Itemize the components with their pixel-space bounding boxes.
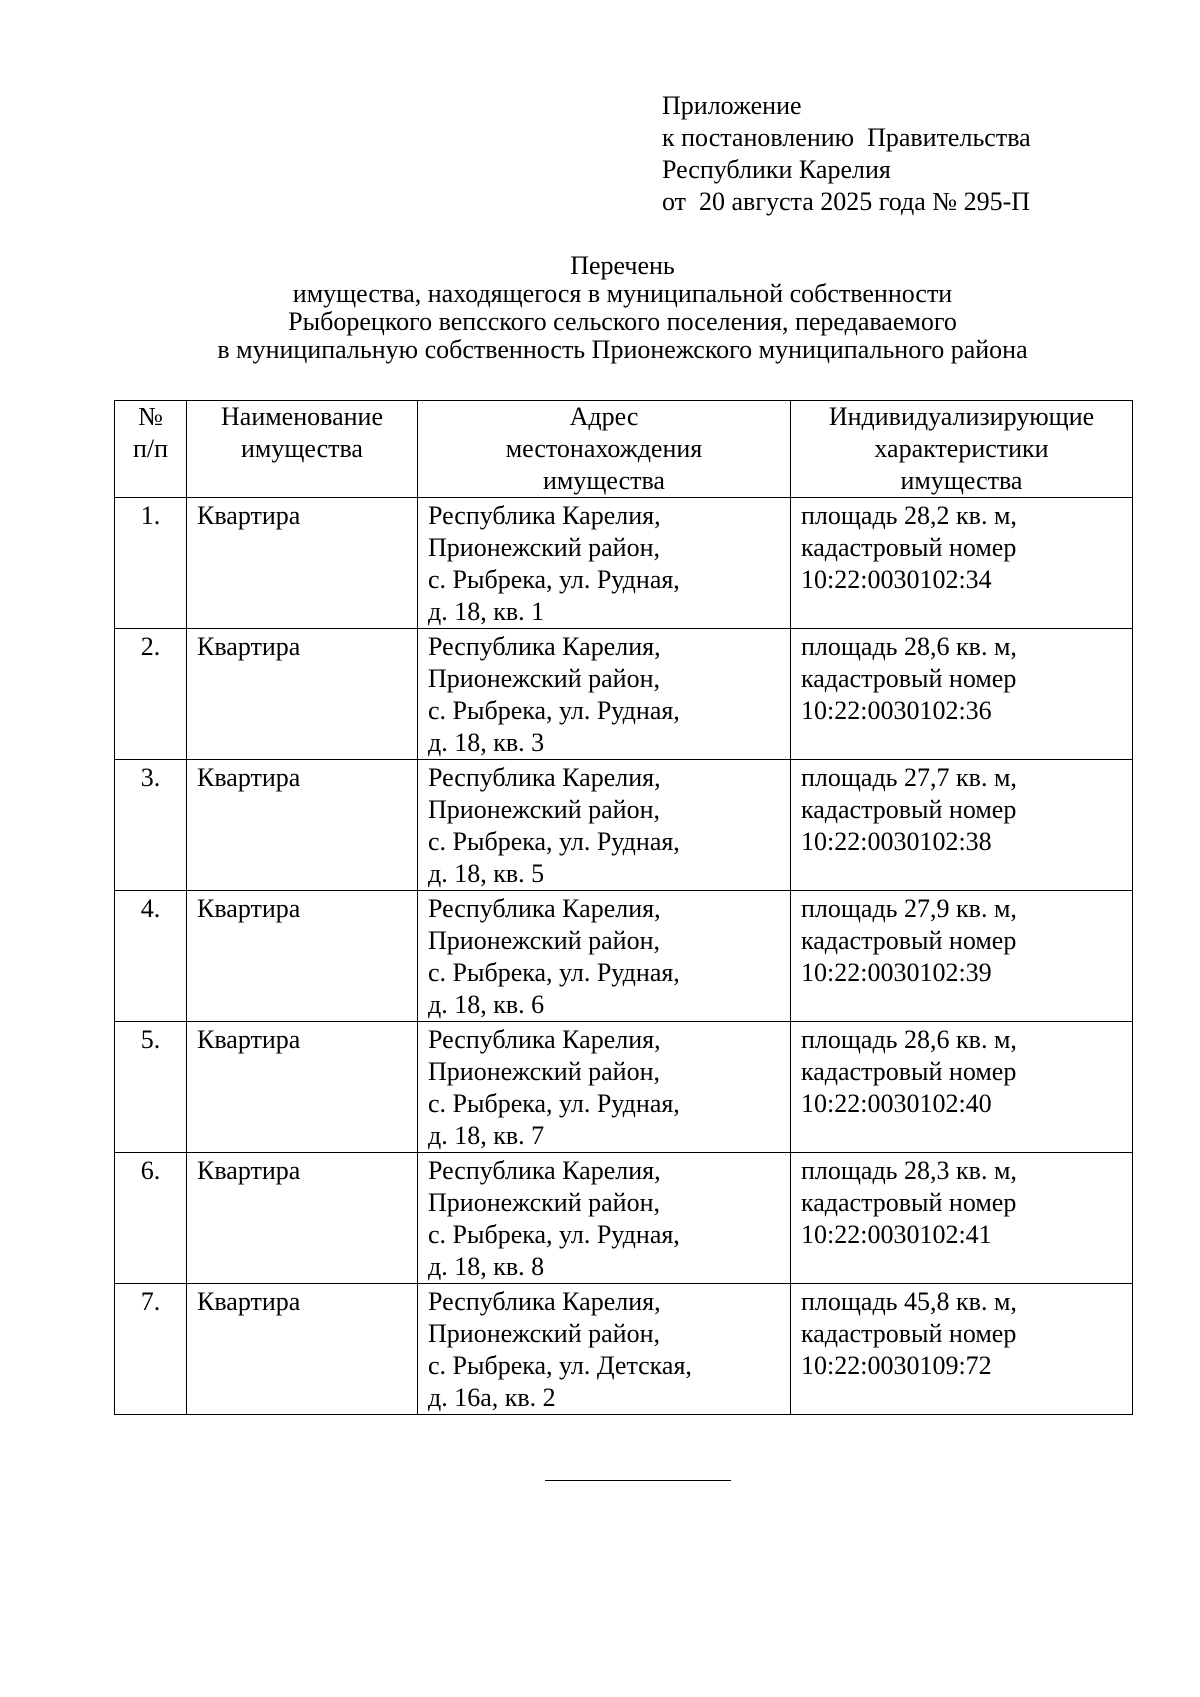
address-line: д. 18, кв. 3 — [428, 728, 545, 757]
table-body — [115, 498, 1133, 1415]
cell-address — [418, 1153, 791, 1284]
characteristics-line: кадастровый номер — [801, 664, 1017, 693]
address-line: Республика Карелия, — [428, 1025, 661, 1054]
cell-name: Квартира — [187, 1153, 418, 1284]
address-line: Прионежский район, — [428, 664, 661, 693]
cell-address — [418, 498, 791, 629]
characteristics-line: площадь 28,2 кв. м, — [801, 501, 1017, 530]
appendix-line: от 20 августа 2025 года № 295-П — [662, 187, 1031, 216]
table-header-row — [115, 401, 1133, 498]
characteristics-line: площадь 27,9 кв. м, — [801, 894, 1017, 923]
cell-address — [418, 760, 791, 891]
title-line: имущества, находящегося в муниципальной собственности — [292, 279, 953, 308]
address-line: Республика Карелия, — [428, 501, 661, 530]
closing-rule — [545, 1480, 731, 1481]
address-line: Прионежский район, — [428, 795, 661, 824]
appendix-line: Приложение — [662, 91, 802, 120]
address-line: д. 18, кв. 8 — [428, 1252, 545, 1281]
address-line: Прионежский район, — [428, 533, 661, 562]
address-line: д. 18, кв. 6 — [428, 990, 545, 1019]
cell-name: Квартира — [187, 1022, 418, 1153]
table-row — [115, 760, 1133, 891]
characteristics-line: площадь 28,6 кв. м, — [801, 1025, 1017, 1054]
appendix-line: Республики Карелия — [662, 155, 891, 184]
characteristics-line: 10:22:0030102:36 — [801, 696, 992, 725]
address-line: с. Рыбрека, ул. Рудная, — [428, 958, 680, 987]
cell-address — [418, 629, 791, 760]
cell-number: 4. — [115, 891, 187, 1022]
cell-name: Квартира — [187, 1284, 418, 1415]
table-row — [115, 629, 1133, 760]
characteristics-line: кадастровый номер — [801, 795, 1017, 824]
address-line: Республика Карелия, — [428, 894, 661, 923]
characteristics-line: кадастровый номер — [801, 1188, 1017, 1217]
appendix-block — [662, 90, 1182, 218]
cell-characteristics — [791, 1153, 1133, 1284]
address-line: с. Рыбрека, ул. Рудная, — [428, 1220, 680, 1249]
table-row — [115, 1284, 1133, 1415]
cell-number: 5. — [115, 1022, 187, 1153]
characteristics-line: 10:22:0030102:40 — [801, 1089, 992, 1118]
address-line: Прионежский район, — [428, 1319, 661, 1348]
cell-characteristics — [791, 891, 1133, 1022]
address-line: с. Рыбрека, ул. Рудная, — [428, 565, 680, 594]
address-line: Прионежский район, — [428, 1188, 661, 1217]
characteristics-line: кадастровый номер — [801, 1057, 1017, 1086]
document-title — [0, 252, 1200, 364]
cell-address — [418, 1284, 791, 1415]
cell-characteristics — [791, 498, 1133, 629]
address-line: Республика Карелия, — [428, 1287, 661, 1316]
address-line: д. 18, кв. 1 — [428, 597, 545, 626]
characteristics-line: 10:22:0030102:41 — [801, 1220, 992, 1249]
cell-number: 7. — [115, 1284, 187, 1415]
characteristics-line: площадь 28,6 кв. м, — [801, 632, 1017, 661]
header-address — [418, 401, 791, 498]
characteristics-line: площадь 45,8 кв. м, — [801, 1287, 1017, 1316]
property-table — [114, 400, 1133, 1415]
header-line: Наименование — [221, 402, 383, 431]
header-line: № — [138, 402, 163, 431]
address-line: с. Рыбрека, ул. Детская, — [428, 1351, 692, 1380]
cell-characteristics — [791, 1284, 1133, 1415]
header-line: имущества — [900, 466, 1023, 495]
characteristics-line: кадастровый номер — [801, 926, 1017, 955]
characteristics-line: 10:22:0030102:34 — [801, 565, 992, 594]
address-line: Республика Карелия, — [428, 632, 661, 661]
table-row — [115, 498, 1133, 629]
address-line: с. Рыбрека, ул. Рудная, — [428, 696, 680, 725]
address-line: д. 18, кв. 5 — [428, 859, 545, 888]
characteristics-line: площадь 28,3 кв. м, — [801, 1156, 1017, 1185]
cell-address — [418, 1022, 791, 1153]
cell-address — [418, 891, 791, 1022]
table-row — [115, 1153, 1133, 1284]
title-line: Рыборецкого вепсского сельского поселения, передаваемого — [288, 307, 957, 336]
appendix-line: к постановлению Правительства — [662, 123, 1031, 152]
cell-name: Квартира — [187, 629, 418, 760]
table-row — [115, 891, 1133, 1022]
cell-number: 3. — [115, 760, 187, 891]
cell-name: Квартира — [187, 760, 418, 891]
address-line: Прионежский район, — [428, 926, 661, 955]
header-line: имущества — [241, 434, 363, 463]
address-line: Прионежский район, — [428, 1057, 661, 1086]
title-line: Перечень — [570, 251, 675, 280]
address-line: Республика Карелия, — [428, 763, 661, 792]
characteristics-line: кадастровый номер — [801, 533, 1017, 562]
characteristics-line: кадастровый номер — [801, 1319, 1017, 1348]
characteristics-line: площадь 27,7 кв. м, — [801, 763, 1017, 792]
address-line: с. Рыбрека, ул. Рудная, — [428, 827, 680, 856]
characteristics-line: 10:22:0030102:39 — [801, 958, 992, 987]
cell-characteristics — [791, 1022, 1133, 1153]
address-line: д. 16а, кв. 2 — [428, 1383, 556, 1412]
header-number — [115, 401, 187, 498]
table-row — [115, 1022, 1133, 1153]
address-line: Республика Карелия, — [428, 1156, 661, 1185]
cell-number: 2. — [115, 629, 187, 760]
cell-characteristics — [791, 760, 1133, 891]
address-line: с. Рыбрека, ул. Рудная, — [428, 1089, 680, 1118]
title-line: в муниципальную собственность Прионежского муниципального района — [217, 335, 1028, 364]
header-line: имущества — [543, 466, 665, 495]
characteristics-line: 10:22:0030109:72 — [801, 1351, 992, 1380]
cell-name: Квартира — [187, 891, 418, 1022]
header-line: п/п — [132, 434, 169, 463]
header-line: Адрес — [569, 402, 639, 431]
header-line: характеристики — [874, 434, 1049, 463]
header-characteristics — [791, 401, 1133, 498]
cell-characteristics — [791, 629, 1133, 760]
cell-name: Квартира — [187, 498, 418, 629]
header-line: местонахождения — [505, 434, 703, 463]
cell-number: 1. — [115, 498, 187, 629]
address-line: д. 18, кв. 7 — [428, 1121, 545, 1150]
header-line: Индивидуализирующие — [828, 402, 1095, 431]
cell-number: 6. — [115, 1153, 187, 1284]
characteristics-line: 10:22:0030102:38 — [801, 827, 992, 856]
header-name — [187, 401, 418, 498]
